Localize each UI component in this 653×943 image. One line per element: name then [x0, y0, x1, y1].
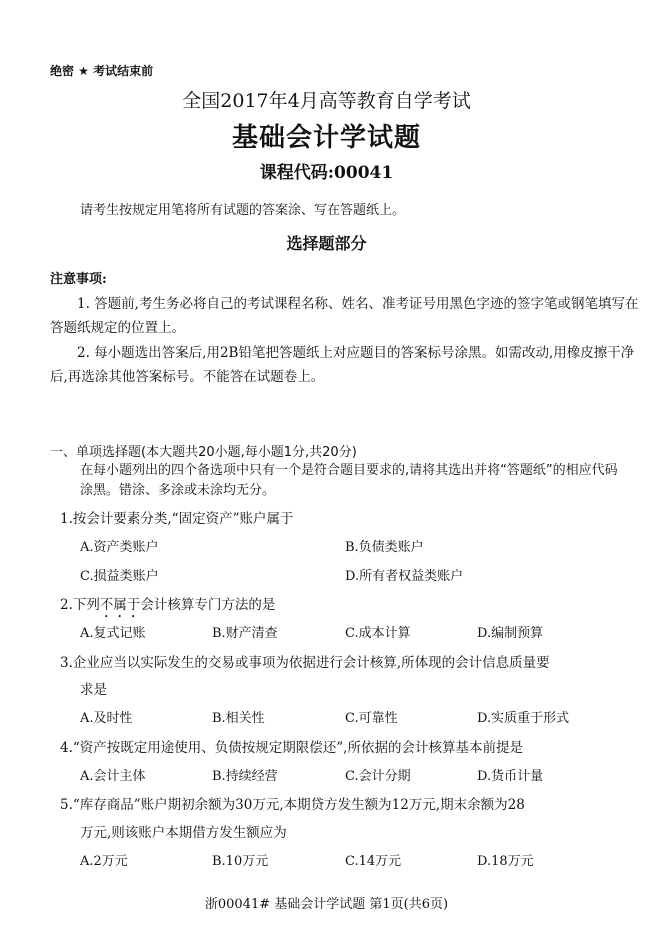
- question-5-option-d: D.18万元: [477, 854, 534, 869]
- question-5-stem-line-1: 5.“库存商品”账户期初余额为30万元,本期贷方发生额为12万元,期末余额为28: [60, 797, 525, 813]
- confidential-label: 绝密 ★ 考试结束前: [50, 64, 154, 78]
- question-3-option-c: C.可靠性: [345, 711, 398, 726]
- part-one-description: 在每小题列出的四个备选项中只有一个是符合题目要求的,请将其选出并将“答题纸”的相应代码涂黑。错涂、多涂或未涂均无分。: [80, 463, 618, 498]
- question-3-stem-line-2: 求是: [80, 682, 107, 698]
- question-5-option-b: B.10万元: [212, 854, 269, 869]
- question-4-option-a: A.会计主体: [80, 769, 146, 784]
- question-3-option-d: D.实质重于形式: [477, 711, 570, 726]
- question-2-option-b: B.财产清查: [212, 626, 278, 641]
- course-code: 课程代码:00041: [259, 163, 394, 183]
- page-footer: 浙00041# 基础会计学试题 第1页(共6页): [204, 897, 449, 912]
- question-2-stem: [60, 593, 275, 621]
- question-3-stem-line-1: 3.企业应当以实际发生的交易或事项为依据进行会计核算,所体现的会计信息质量要: [60, 655, 550, 671]
- question-2-option-d: D.编制预算: [477, 626, 544, 641]
- section-title: 选择题部分: [286, 234, 367, 253]
- notice-item-2: 2. 每小题选出答案后,用2B铅笔把答题纸上对应题目的答案标号涂黑。如需改动,用橡皮擦干净后,再选涂其他答案标号。不能答在试题卷上。: [50, 345, 635, 385]
- question-1-option-c: C.损益类账户: [80, 569, 159, 584]
- question-5-option-c: C.14万元: [345, 854, 402, 869]
- paper-title: 基础会计学试题: [231, 123, 421, 153]
- question-2-stem-before: 2.下列: [60, 597, 100, 613]
- question-1-option-b: B.负债类账户: [345, 540, 424, 555]
- question-5-stem-line-2: 万元,则该账户本期借方发生额应为: [80, 825, 287, 841]
- question-2-stem-emphasis: 不属于: [99, 597, 141, 613]
- question-4-option-d: D.货币计量: [477, 769, 544, 784]
- question-3-option-a: A.及时性: [80, 711, 133, 726]
- question-1-option-a: A.资产类账户: [80, 540, 159, 555]
- question-5-option-a: A.2万元: [80, 854, 128, 869]
- exam-name: 全国2017年4月高等教育自学考试: [182, 90, 471, 112]
- question-1-stem: 1.按会计要素分类,“固定资产”账户属于: [60, 511, 294, 527]
- notice-heading: 注意事项:: [50, 272, 107, 287]
- question-2-option-c: C.成本计算: [345, 626, 411, 641]
- answer-instruction: 请考生按规定用笔将所有试题的答案涂、写在答题纸上。: [80, 203, 406, 218]
- question-1-option-d: D.所有者权益类账户: [345, 569, 464, 584]
- question-2-stem-after: 会计核算专门方法的是: [140, 597, 276, 613]
- question-4-stem: 4.“资产按既定用途使用、负债按规定期限偿还”,所依据的会计核算基本前提是: [60, 740, 523, 756]
- question-4-option-c: C.会计分期: [345, 769, 411, 784]
- question-3-option-b: B.相关性: [212, 711, 265, 726]
- part-one-title: 一、单项选择题(本大题共20小题,每小题1分,共20分): [50, 445, 357, 460]
- question-2-option-a: A.复式记账: [80, 626, 146, 641]
- notice-item-1: 1. 答题前,考生务必将自己的考试课程名称、姓名、准考证号用黑色字迹的签字笔或钢笔填写在答题纸规定的位置上。: [50, 296, 639, 336]
- question-4-option-b: B.持续经营: [212, 769, 278, 784]
